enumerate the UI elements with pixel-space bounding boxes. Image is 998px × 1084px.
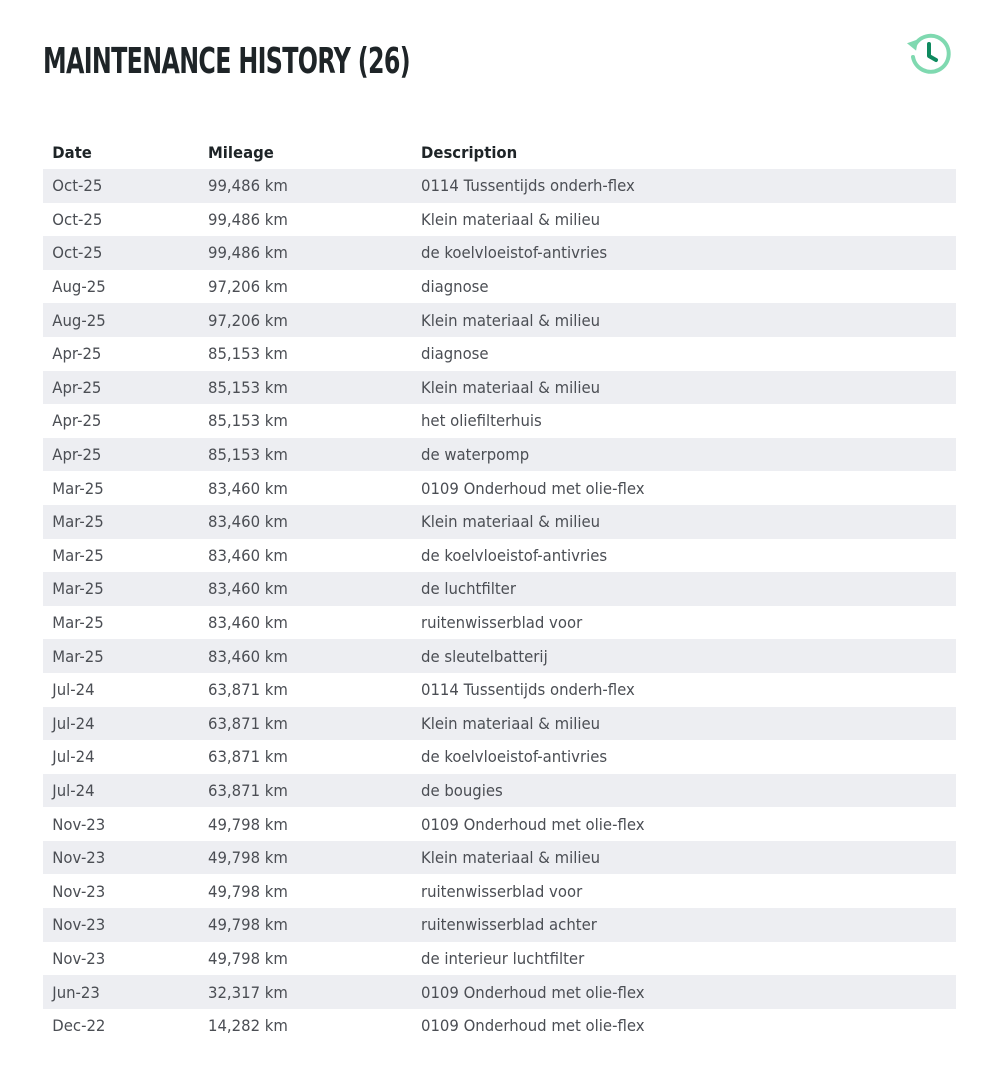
- table-row: [43, 303, 956, 337]
- date-cell: Oct-25: [52, 176, 103, 196]
- table-row: [43, 337, 956, 371]
- mileage-cell: 85,153 km: [208, 411, 288, 431]
- description-cell: ruitenwisserblad voor: [421, 613, 583, 633]
- date-cell: Apr-25: [52, 411, 102, 431]
- mileage-cell: 32,317 km: [208, 982, 288, 1002]
- date-cell: Jun-23: [52, 982, 100, 1002]
- table-header-row: [43, 135, 956, 169]
- table-row: [43, 471, 956, 505]
- date-cell: Mar-25: [52, 545, 104, 565]
- table-row: [43, 707, 956, 741]
- date-cell: Apr-25: [52, 445, 102, 465]
- description-cell: Klein materiaal & milieu: [421, 713, 601, 733]
- mileage-cell: 85,153 km: [208, 344, 288, 364]
- table-row: [43, 438, 956, 472]
- mileage-cell: 49,798 km: [208, 881, 288, 901]
- mileage-cell: 99,486 km: [208, 243, 288, 263]
- table-row: [43, 1009, 956, 1043]
- mileage-cell: 63,871 km: [208, 713, 288, 733]
- mileage-cell: 97,206 km: [208, 310, 288, 330]
- description-cell: Klein materiaal & milieu: [421, 512, 601, 532]
- date-cell: Jul-24: [52, 780, 95, 800]
- column-header-mileage: Mileage: [208, 142, 274, 162]
- table-row: [43, 740, 956, 774]
- date-cell: Nov-23: [52, 948, 106, 968]
- description-cell: de interieur luchtfilter: [421, 948, 585, 968]
- mileage-cell: 85,153 km: [208, 377, 288, 397]
- mileage-cell: 14,282 km: [208, 1016, 288, 1036]
- description-cell: 0109 Onderhoud met olie-flex: [421, 982, 645, 1002]
- table-row: [43, 606, 956, 640]
- date-cell: Jul-24: [52, 680, 95, 700]
- mileage-cell: 63,871 km: [208, 780, 288, 800]
- mileage-cell: 63,871 km: [208, 680, 288, 700]
- table-row: [43, 673, 956, 707]
- description-cell: Klein materiaal & milieu: [421, 848, 601, 868]
- table-row: [43, 639, 956, 673]
- description-cell: de waterpomp: [421, 445, 530, 465]
- mileage-cell: 83,460 km: [208, 545, 288, 565]
- description-cell: Klein materiaal & milieu: [421, 209, 601, 229]
- date-cell: Apr-25: [52, 377, 102, 397]
- description-cell: 0109 Onderhoud met olie-flex: [421, 1016, 645, 1036]
- mileage-cell: 99,486 km: [208, 176, 288, 196]
- table-row: [43, 203, 956, 237]
- description-cell: het oliefilterhuis: [421, 411, 542, 431]
- date-cell: Nov-23: [52, 915, 106, 935]
- date-cell: Aug-25: [52, 310, 106, 330]
- table-row: [43, 371, 956, 405]
- description-cell: 0114 Tussentijds onderh-flex: [421, 176, 635, 196]
- date-cell: Jul-24: [52, 713, 95, 733]
- history-button[interactable]: [905, 31, 953, 79]
- description-cell: 0109 Onderhoud met olie-flex: [421, 478, 645, 498]
- mileage-cell: 97,206 km: [208, 277, 288, 297]
- mileage-cell: 49,798 km: [208, 848, 288, 868]
- page-title: MAINTENANCE HISTORY (26): [43, 41, 410, 82]
- date-cell: Mar-25: [52, 646, 104, 666]
- description-cell: de luchtfilter: [421, 579, 516, 599]
- table-row: [43, 774, 956, 808]
- mileage-cell: 99,486 km: [208, 209, 288, 229]
- mileage-cell: 83,460 km: [208, 512, 288, 532]
- description-cell: ruitenwisserblad achter: [421, 915, 597, 935]
- table-row: [43, 942, 956, 976]
- mileage-cell: 49,798 km: [208, 915, 288, 935]
- date-cell: Mar-25: [52, 613, 104, 633]
- description-cell: de sleutelbatterij: [421, 646, 548, 666]
- table-row: [43, 841, 956, 875]
- column-header-description: Description: [421, 142, 518, 162]
- table-row: [43, 975, 956, 1009]
- table-row: [43, 505, 956, 539]
- description-cell: de koelvloeistof-antivries: [421, 243, 608, 263]
- mileage-cell: 49,798 km: [208, 948, 288, 968]
- description-cell: de koelvloeistof-antivries: [421, 747, 608, 767]
- description-cell: Klein materiaal & milieu: [421, 377, 601, 397]
- description-cell: diagnose: [421, 344, 489, 364]
- date-cell: Dec-22: [52, 1016, 106, 1036]
- date-cell: Nov-23: [52, 848, 106, 868]
- mileage-cell: 63,871 km: [208, 747, 288, 767]
- table-row: [43, 572, 956, 606]
- table-row: [43, 874, 956, 908]
- mileage-cell: 49,798 km: [208, 814, 288, 834]
- date-cell: Mar-25: [52, 512, 104, 532]
- description-cell: de bougies: [421, 780, 503, 800]
- description-cell: de koelvloeistof-antivries: [421, 545, 608, 565]
- mileage-cell: 85,153 km: [208, 445, 288, 465]
- table-row: [43, 807, 956, 841]
- description-cell: diagnose: [421, 277, 489, 297]
- date-cell: Nov-23: [52, 881, 106, 901]
- description-cell: 0114 Tussentijds onderh-flex: [421, 680, 635, 700]
- mileage-cell: 83,460 km: [208, 478, 288, 498]
- table-row: [43, 169, 956, 203]
- date-cell: Mar-25: [52, 478, 104, 498]
- mileage-cell: 83,460 km: [208, 646, 288, 666]
- date-cell: Oct-25: [52, 209, 103, 229]
- description-cell: 0109 Onderhoud met olie-flex: [421, 814, 645, 834]
- date-cell: Nov-23: [52, 814, 106, 834]
- table-row: [43, 270, 956, 304]
- description-cell: ruitenwisserblad voor: [421, 881, 583, 901]
- table-row: [43, 908, 956, 942]
- table-row: [43, 404, 956, 438]
- column-header-date: Date: [52, 142, 92, 162]
- date-cell: Aug-25: [52, 277, 106, 297]
- table-row: [43, 236, 956, 270]
- mileage-cell: 83,460 km: [208, 613, 288, 633]
- description-cell: Klein materiaal & milieu: [421, 310, 601, 330]
- date-cell: Oct-25: [52, 243, 103, 263]
- mileage-cell: 83,460 km: [208, 579, 288, 599]
- date-cell: Jul-24: [52, 747, 95, 767]
- table-row: [43, 539, 956, 573]
- history-clock-icon: [905, 31, 953, 79]
- date-cell: Apr-25: [52, 344, 102, 364]
- maintenance-table: [43, 135, 956, 1042]
- date-cell: Mar-25: [52, 579, 104, 599]
